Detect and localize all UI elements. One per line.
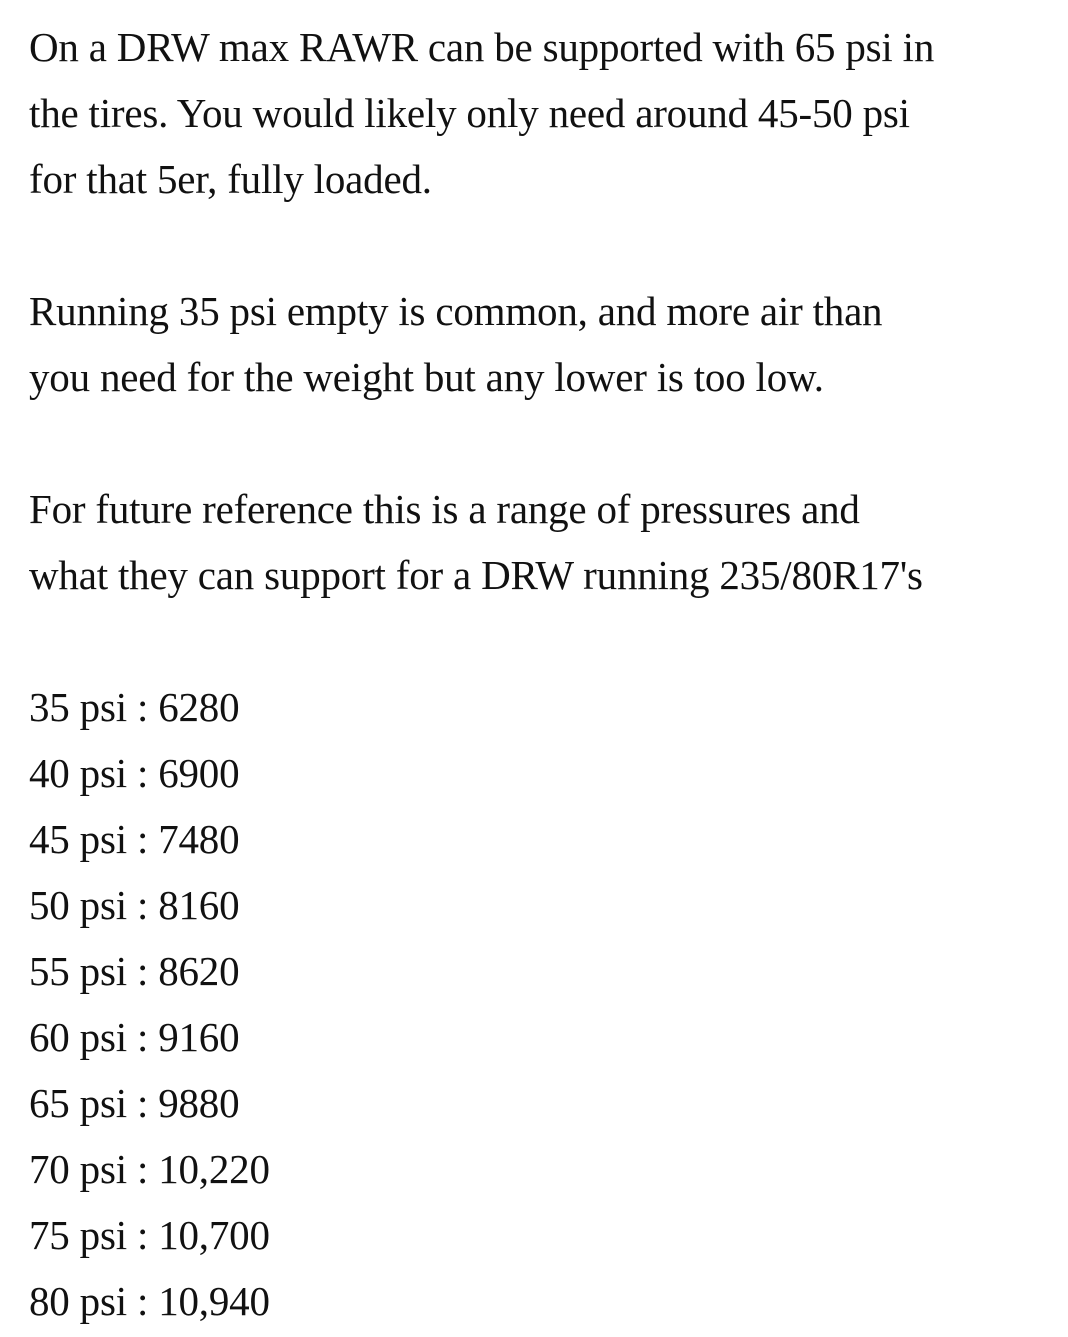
load-value: 7480 [158, 816, 240, 862]
psi-value: 70 psi [29, 1146, 127, 1192]
paragraph-max-rawr [29, 14, 1059, 212]
paragraph-running-empty [29, 278, 1059, 410]
load-value: 8620 [158, 948, 240, 994]
load-value: 8160 [158, 882, 240, 928]
load-value: 10,700 [158, 1212, 270, 1258]
separator: : [126, 684, 159, 730]
load-value: 9160 [158, 1014, 240, 1060]
psi-value: 65 psi [29, 1080, 127, 1126]
separator: : [126, 816, 159, 862]
text-line: for that 5er, fully loaded. [29, 156, 432, 202]
text-line: the tires. You would likely only need around 45-50 psi [29, 90, 910, 136]
text-line: what they can support for a DRW running 235/80R17's [29, 552, 923, 598]
paragraph-future-reference [29, 476, 1059, 608]
load-value: 6900 [158, 750, 240, 796]
separator: : [126, 1212, 159, 1258]
pressure-row [29, 1136, 1059, 1202]
pressure-row [29, 938, 1059, 1004]
pressure-row [29, 806, 1059, 872]
psi-value: 75 psi [29, 1212, 127, 1258]
load-value: 10,940 [158, 1278, 270, 1324]
separator: : [126, 882, 159, 928]
pressure-row [29, 740, 1059, 806]
pressure-row [29, 674, 1059, 740]
pressure-row [29, 872, 1059, 938]
psi-value: 60 psi [29, 1014, 127, 1060]
text-line: On a DRW max RAWR can be supported with 65 psi in [29, 24, 935, 70]
psi-value: 40 psi [29, 750, 127, 796]
pressure-load-list [29, 674, 1059, 1334]
separator: : [126, 1080, 159, 1126]
separator: : [126, 1146, 159, 1192]
psi-value: 50 psi [29, 882, 127, 928]
pressure-row [29, 1070, 1059, 1136]
separator: : [126, 948, 159, 994]
pressure-row [29, 1004, 1059, 1070]
load-value: 9880 [158, 1080, 240, 1126]
separator: : [126, 1014, 159, 1060]
psi-value: 80 psi [29, 1278, 127, 1324]
load-value: 6280 [158, 684, 240, 730]
text-line: you need for the weight but any lower is too low. [29, 354, 824, 400]
psi-value: 55 psi [29, 948, 127, 994]
pressure-row [29, 1268, 1059, 1334]
text-line: Running 35 psi empty is common, and more air than [29, 288, 883, 334]
psi-value: 35 psi [29, 684, 127, 730]
text-line: For future reference this is a range of pressures and [29, 486, 860, 532]
psi-value: 45 psi [29, 816, 127, 862]
pressure-row [29, 1202, 1059, 1268]
post-body [29, 14, 1059, 1334]
load-value: 10,220 [158, 1146, 270, 1192]
separator: : [126, 750, 159, 796]
separator: : [126, 1278, 159, 1324]
